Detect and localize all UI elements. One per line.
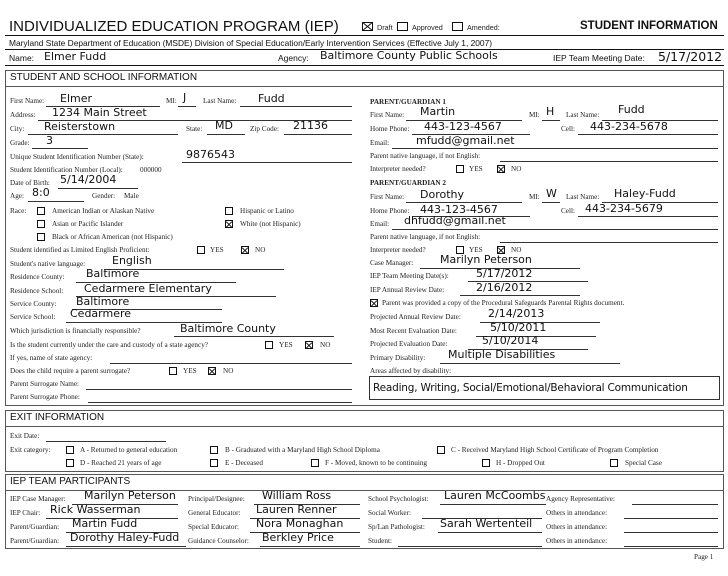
team-slp-label: Sp/Lan Pathologist: [368, 523, 425, 531]
guardian2-cell-label: Cell: [561, 207, 575, 215]
custody-yes-checkbox[interactable] [265, 341, 273, 349]
section-team: IEP TEAM PARTICIPANTS [10, 476, 131, 487]
race-hispanic-checkbox[interactable] [225, 207, 233, 215]
surrogate-no-checkbox[interactable] [208, 367, 216, 375]
native-language-label: Student's native language: [10, 260, 86, 268]
address-label: Address: [10, 111, 36, 119]
exit-category-label: Exit category: [10, 446, 51, 454]
race-asian-checkbox[interactable] [37, 220, 45, 228]
meeting-dates-label: IEP Team Meeting Date(s): [370, 272, 449, 280]
header-meeting-value[interactable]: 5/17/2012 [658, 49, 723, 64]
team-special-educator-label: Special Educator: [188, 523, 239, 531]
service-school-value[interactable]: Cedarmere [70, 307, 132, 320]
amended-label: Amended: [467, 23, 500, 32]
guardian1-last-name-value[interactable]: Fudd [618, 103, 645, 116]
age-label: Age: [10, 192, 24, 200]
exit-b-label: B - Graduated with a Maryland High School Diploma [225, 446, 380, 454]
team-others-label-3: Others in attendance: [546, 537, 608, 545]
residence-school-value[interactable]: Cedarmere Elementary [84, 282, 212, 295]
areas-affected-label: Areas affected by disability: [370, 367, 452, 375]
annual-review-label: IEP Annual Review Date: [370, 286, 445, 294]
guardian1-email-label: Email: [370, 139, 390, 147]
state-label: State: [186, 125, 203, 133]
team-parent1-label: Parent/Guardian: [10, 523, 60, 531]
race-american-indian-label: American Indian or Alaskan Native [52, 207, 155, 215]
guardian1-interpreter-yes-label: YES [469, 165, 483, 173]
team-others-label-2: Others in attendance: [546, 523, 608, 531]
team-general-educator-label: General Educator: [188, 509, 241, 517]
guardian1-interpreter-label: Interpreter needed? [370, 165, 426, 173]
section-exit: EXIT INFORMATION [10, 412, 105, 423]
team-agency-rep-label: Agency Representative: [546, 495, 615, 503]
team-counselor-value[interactable]: Berkley Price [262, 531, 334, 544]
guardian2-email-value[interactable]: dhfudd@gmail.net [404, 214, 506, 227]
recent-evaluation-label: Most Recent Evaluation Date: [370, 327, 457, 335]
gender-label: Gender: [92, 192, 116, 200]
team-chair-value[interactable]: Rick Wasserman [50, 503, 141, 516]
race-black-checkbox[interactable] [37, 233, 45, 241]
team-parent1-value[interactable]: Martin Fudd [72, 517, 138, 530]
guardian2-interpreter-no-label: NO [511, 246, 522, 254]
age-value[interactable]: 8:0 [32, 186, 50, 199]
race-asian-label: Asian or Pacific Islander [52, 220, 124, 228]
student-information-heading: STUDENT INFORMATION [580, 20, 718, 32]
gender-value[interactable]: Male [124, 192, 139, 200]
guardian2-home-phone-value[interactable]: 443-123-4567 [420, 203, 498, 216]
guardian2-mi-label: MI: [529, 193, 540, 201]
guardian1-cell-value[interactable]: 443-234-5678 [590, 120, 668, 133]
guardian2-email-label: Email: [370, 220, 390, 228]
surrogate-no-label: NO [223, 367, 234, 375]
guardian1-native-lang-label: Parent native language, if not English: [370, 152, 481, 160]
team-general-educator-value[interactable]: Lauren Renner [256, 503, 337, 516]
exit-f-checkbox[interactable] [311, 459, 319, 467]
race-black-label: Black or African American (not Hispanic) [52, 233, 173, 241]
header-agency-value[interactable]: Baltimore County Public Schools [320, 49, 498, 62]
lep-label: Student identified as Limited English Proficient: [10, 246, 150, 254]
student-last-name-value[interactable]: Fudd [258, 92, 285, 105]
guardian1-home-phone-value[interactable]: 443-123-4567 [424, 120, 502, 133]
amended-checkbox[interactable] [452, 22, 463, 31]
safeguards-checkbox[interactable] [370, 299, 378, 307]
city-label: City: [10, 125, 25, 133]
meeting-dates-value[interactable]: 5/17/2012 [476, 267, 533, 280]
areas-affected-value[interactable]: Reading, Writing, Social/Emotional/Behavioral Communication [373, 382, 688, 394]
usid-label: Unique Student Identification Number (State): [10, 153, 144, 161]
grade-label: Grade: [10, 139, 30, 147]
usid-value[interactable]: 9876543 [186, 148, 235, 161]
team-case-manager-label: IEP Case Manager: [10, 495, 66, 503]
residence-school-label: Residence School: [10, 287, 64, 295]
surrogate-yes-label: YES [183, 367, 197, 375]
native-language-value[interactable]: English [112, 254, 152, 267]
guardian2-cell-value[interactable]: 443-234-5679 [585, 202, 663, 215]
primary-disability-label: Primary Disability: [370, 354, 426, 362]
exit-d-checkbox[interactable] [66, 459, 74, 467]
exit-d-label: D - Reached 21 years of age [80, 459, 162, 467]
team-slp-value[interactable]: Sarah Wertenteil [440, 517, 533, 530]
approved-label: Approved [412, 23, 443, 32]
section-student-school: STUDENT AND SCHOOL INFORMATION [10, 72, 198, 83]
guardian1-interpreter-yes-checkbox[interactable] [456, 165, 464, 173]
team-parent2-value[interactable]: Dorothy Haley-Fudd [70, 531, 180, 544]
jurisdiction-label: Which jurisdiction is financially responsible? [10, 327, 141, 335]
guardian1-interpreter-no-label: NO [511, 165, 522, 173]
state-agency-label: If yes, name of state agency: [10, 354, 93, 362]
guardian2-last-name-value[interactable]: Haley-Fudd [614, 187, 676, 200]
residence-county-value[interactable]: Baltimore [86, 267, 140, 280]
student-first-name-value[interactable]: Elmer [60, 92, 93, 105]
team-principal-label: Principal/Designee: [188, 495, 245, 503]
exit-f-label: F - Moved, known to be continuing [325, 459, 428, 467]
projected-evaluation-value[interactable]: 5/10/2014 [482, 334, 539, 347]
form-title: INDIVIDUALIZED EDUCATION PROGRAM (IEP) [9, 18, 339, 35]
team-student-label: Student: [368, 537, 392, 545]
custody-no-checkbox[interactable] [305, 341, 313, 349]
surrogate-phone-label: Parent Surrogate Phone: [10, 393, 80, 401]
exit-special-checkbox[interactable] [610, 459, 618, 467]
case-manager-value[interactable]: Marilyn Peterson [440, 253, 532, 266]
primary-disability-value[interactable]: Multiple Disabilities [448, 348, 556, 361]
guardian1-mi-label: MI: [529, 111, 540, 119]
team-special-educator-value[interactable]: Nora Monaghan [256, 517, 344, 530]
team-psychologist-label: School Psychologist: [368, 495, 429, 503]
lep-yes-checkbox[interactable] [197, 246, 205, 254]
guardian1-mi-value[interactable]: H [546, 105, 555, 118]
page-number: Page 1 [694, 553, 714, 561]
exit-h-label: H - Dropped Out [496, 459, 545, 467]
zip-label: Zip Code: [250, 125, 279, 133]
guardian1-home-phone-label: Home Phone: [370, 125, 410, 133]
exit-c-checkbox[interactable] [437, 446, 445, 454]
guardian2-first-name-value[interactable]: Dorothy [420, 188, 465, 201]
local-id-value[interactable]: 000000 [140, 166, 162, 174]
case-manager-label: Case Manager: [370, 259, 414, 267]
team-others-label-1: Others in attendance: [546, 509, 608, 517]
draft-label: Draft [377, 23, 393, 32]
guardian1-email-value[interactable]: mfudd@gmail.net [416, 134, 515, 147]
header-meeting-label: IEP Team Meeting Date: [553, 53, 645, 63]
guardian2-home-phone-label: Home Phone: [370, 207, 410, 215]
service-county-label: Service County: [10, 300, 57, 308]
team-chair-label: IEP Chair: [10, 509, 41, 517]
custody-yes-label: YES [279, 341, 293, 349]
header-name-value[interactable]: Elmer Fudd [44, 50, 107, 63]
exit-b-checkbox[interactable] [210, 446, 218, 454]
zip-value[interactable]: 21136 [293, 119, 328, 132]
service-county-value[interactable]: Baltimore [76, 295, 130, 308]
recent-evaluation-value[interactable]: 5/10/2011 [490, 321, 547, 334]
surrogate-name-label: Parent Surrogate Name: [10, 380, 80, 388]
grade-value[interactable]: 3 [46, 134, 53, 147]
team-principal-value[interactable]: William Ross [262, 489, 332, 502]
race-white-checkbox[interactable] [225, 220, 233, 228]
guardian2-interpreter-yes-label: YES [469, 246, 483, 254]
service-school-label: Service School: [10, 313, 56, 321]
team-parent2-label: Parent/Guardian: [10, 537, 60, 545]
header-name-label: Name: [9, 53, 35, 63]
surrogate-yes-checkbox[interactable] [169, 367, 177, 375]
header-agency-label: Agency: [278, 53, 309, 63]
custody-no-label: NO [320, 341, 331, 349]
safeguards-text: Parent was provided a copy of the Procedural Safeguards Parental Rights document. [382, 299, 625, 307]
guardian1-interpreter-no-checkbox[interactable] [497, 165, 505, 173]
annual-review-value[interactable]: 2/16/2012 [476, 281, 533, 294]
lep-no-checkbox[interactable] [241, 246, 249, 254]
address-value[interactable]: 1234 Main Street [52, 106, 147, 119]
team-psychologist-value[interactable]: Lauren McCoombs [444, 489, 546, 502]
guardian1-cell-label: Cell: [561, 125, 575, 133]
exit-special-label: Special Case [625, 459, 662, 467]
race-hispanic-label: Hispanic or Latino [240, 207, 294, 215]
guardian2-heading: PARENT/GUARDIAN 2 [370, 179, 446, 187]
guardian2-mi-value[interactable]: W [546, 187, 557, 200]
exit-c-label: C - Received Maryland High School Certificate of Program Completion [451, 446, 659, 454]
projected-review-value[interactable]: 2/14/2013 [488, 307, 545, 320]
lep-yes-label: YES [210, 246, 224, 254]
residence-county-label: Residence County: [10, 273, 65, 281]
state-value[interactable]: MD [215, 119, 233, 132]
guardian2-first-name-label: First Name: [370, 193, 405, 201]
city-value[interactable]: Reisterstown [44, 120, 116, 133]
guardian2-interpreter-label: Interpreter needed? [370, 246, 426, 254]
guardian2-native-lang-label: Parent native language, if not English: [370, 233, 481, 241]
lep-no-label: NO [255, 246, 266, 254]
projected-review-label: Projected Annual Review Date: [370, 313, 461, 321]
guardian1-first-name-value[interactable]: Martin [420, 105, 456, 118]
exit-e-label: E - Deceased [225, 459, 263, 467]
draft-checkbox[interactable] [362, 22, 373, 31]
guardian1-first-name-label: First Name: [370, 111, 405, 119]
guardian1-last-name-label: Last Name: [566, 111, 600, 119]
projected-evaluation-label: Projected Evaluation Date: [370, 340, 448, 348]
race-american-indian-checkbox[interactable] [37, 207, 45, 215]
student-mi-value[interactable]: J [183, 91, 187, 104]
exit-h-checkbox[interactable] [482, 459, 490, 467]
race-label: Race: [10, 207, 27, 215]
dob-label: Date of Birth: [10, 179, 50, 187]
student-first-name-label: First Name: [10, 97, 45, 105]
jurisdiction-value[interactable]: Baltimore County [180, 322, 276, 335]
dob-value[interactable]: 5/14/2004 [60, 173, 117, 186]
approved-checkbox[interactable] [397, 22, 408, 31]
student-last-name-label: Last Name: [203, 97, 237, 105]
exit-e-checkbox[interactable] [210, 459, 218, 467]
team-case-manager-value[interactable]: Marilyn Peterson [84, 489, 176, 502]
guardian2-last-name-label: Last Name: [566, 193, 600, 201]
team-social-worker-label: Social Worker: [368, 509, 412, 517]
custody-label: Is the student currently under the care and custody of a state agency? [10, 341, 208, 349]
race-white-label: White (not Hispanic) [240, 220, 301, 228]
student-mi-label: MI: [166, 97, 177, 105]
team-counselor-label: Guidance Counselor: [188, 537, 249, 545]
guardian1-heading: PARENT/GUARDIAN 1 [370, 98, 446, 106]
local-id-label: Student Identification Number (Local): [10, 166, 123, 174]
exit-date-label: Exit Date: [10, 432, 40, 440]
surrogate-label: Does the child require a parent surrogate? [10, 367, 131, 375]
form-subtitle: Maryland State Department of Education (MSDE) Division of Special Education/Early Intervention Services (Effective July 1, 2007) [9, 38, 493, 48]
exit-a-checkbox[interactable] [66, 446, 74, 454]
exit-a-label: A - Returned to general education [80, 446, 178, 454]
